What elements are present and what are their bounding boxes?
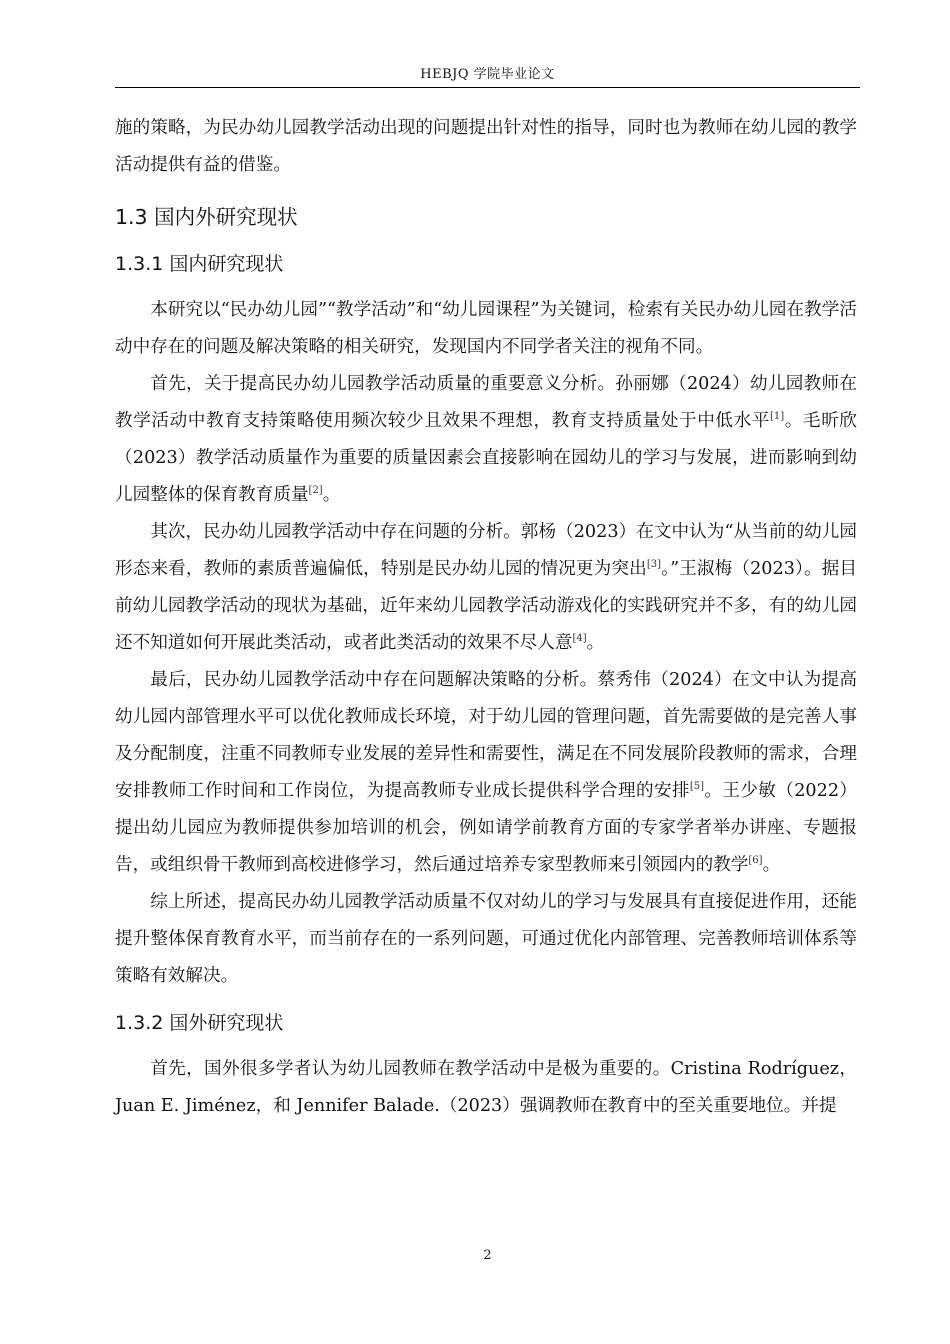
citation-3[interactable]: [3] [646, 559, 662, 571]
text-run: 。”王淑梅（2023）。据目前幼儿园教学活动的现状为基础，近年来幼儿园教学活动游戏化的实践研究并不多，有的幼儿园还不知道如何开展此类活动，或者此类活动的效果不尽人意 [115, 559, 858, 653]
citation-6[interactable]: [6] [748, 855, 763, 867]
text-run: 。 [762, 855, 781, 875]
text-run: 首先，关于提高民办幼儿园教学活动质量的重要意义分析。孙丽娜（2024）幼儿园教师在教学活动中教育支持策略使用频次较少且效果不理想，教育支持质量处于中低水平 [115, 374, 857, 431]
foreign-paragraph-1: 首先，国外很多学者认为幼儿园教师在教学活动中是极为重要的。Cristina Rodríguez，Juan E. Jiménez，和 Jennifer Balade.（2023）强调教师在教育中的至关重要地位。并提 [115, 1059, 857, 1116]
text-run: 。 [322, 485, 341, 505]
text-run: 。王少敏（2022）提出幼儿园应为教师提供参加培训的机会，例如请学前教育方面的专家学者举办讲座、专题报告，或组织骨干教师到高校进修学习，然后通过培养专家型教师来引领园内的教学 [115, 781, 857, 875]
page-header: HEBJQ 学院毕业论文 [420, 67, 555, 82]
text-run: 。 [586, 633, 605, 653]
citation-2[interactable]: [2] [308, 485, 323, 497]
citation-5[interactable]: [5] [689, 781, 705, 793]
domestic-summary-paragraph: 综上所述，提高民办幼儿园教学活动质量不仅对幼儿的学习与发展具有直接促进作用，还能提升整体保育教育水平，而当前存在的一系列问题，可通过优化内部管理、完善教师培训体系等策略有效解决。 [115, 892, 857, 986]
header-rule [115, 87, 860, 88]
domestic-paragraph-3 [115, 514, 857, 662]
page-number: 2 [483, 1248, 492, 1263]
domestic-paragraph-2 [115, 366, 857, 514]
citation-4[interactable]: [4] [572, 633, 587, 645]
subsection-heading-1-3-1: 1.3.1 国内研究现状 [115, 253, 284, 275]
document-body [115, 110, 857, 1125]
subsection-heading-1-3-2: 1.3.2 国外研究现状 [115, 1012, 284, 1034]
domestic-paragraph-1: 本研究以“民办幼儿园”“教学活动”和“幼儿园课程”为关键词，检索有关民办幼儿园在教学活动中存在的问题及解决策略的相关研究，发现国内不同学者关注的视角不同。 [115, 300, 857, 357]
intro-continuation-paragraph: 施的策略，为民办幼儿园教学活动出现的问题提出针对性的指导，同时也为教师在幼儿园的教学活动提供有益的借鉴。 [115, 118, 857, 175]
text-run: 。毛昕欣（2023）教学活动质量作为重要的质量因素会直接影响在园幼儿的学习与发展，进而影响到幼儿园整体的保育教育质量 [115, 411, 857, 505]
text-run: 最后，民办幼儿园教学活动中存在问题解决策略的分析。蔡秀伟（2024）在文中认为提高幼儿园内部管理水平可以优化教师成长环境，对于幼儿园的管理问题，首先需要做的是完善人事及分配制度，注重不同教师专业发展的差异性和需要性，满足在不同发展阶段教师的需求，合理安排教师工作时间和工作岗位，为提高教师专业成长提供科学合理的安排 [115, 670, 857, 801]
section-heading-1-3: 1.3 国内外研究现状 [115, 205, 298, 229]
text-run: 其次，民办幼儿园教学活动中存在问题的分析。郭杨（2023）在文中认为“从当前的幼儿园形态来看，教师的素质普遍偏低，特别是民办幼儿园的情况更为突出 [115, 522, 857, 579]
domestic-paragraph-4 [115, 662, 857, 884]
citation-1[interactable]: [1] [770, 411, 785, 423]
